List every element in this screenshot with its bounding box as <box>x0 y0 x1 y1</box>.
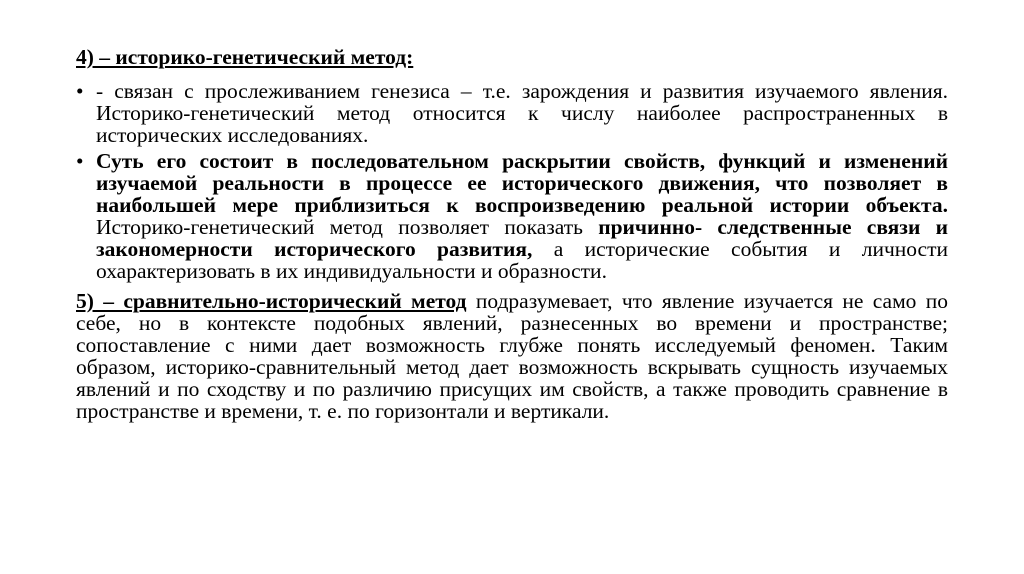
slide-content <box>76 46 948 422</box>
method4-heading: 4) – историко-генетический метод: <box>76 45 414 69</box>
method5-text: подразумевает, что явление изучается не само по себе, но в контексте подобных явлений, разнесенных во времени и пространстве; сопоставление с ними дает возможность глубже понять исследуемый феномен. Таким образом, историко-сравнительный метод дает возможность вскрывать сущность изучаемых явлений и по сходству и по различию присущих им свойств, а также проводить сравнение в пространстве и времени, т. е. по горизонтали и вертикали. <box>76 289 949 423</box>
bullet2-text: Историко-генетический метод позволяет показать <box>96 215 599 239</box>
bullet2-bold-text-2: причинно- следственные связи и закономерности исторического развития, <box>96 215 948 261</box>
method5-paragraph <box>76 290 948 422</box>
bullet2-text-2: а исторические события и личности охарактеризовать в их индивидуальности и образности. <box>96 237 948 283</box>
bullet1-text: - связан с прослеживанием генезиса – т.е. зарождения и развития изучаемого явления. Историко-генетический метод относится к числу наиболее распространенных в исторических исследованиях. <box>96 79 948 147</box>
bullet-list <box>76 80 948 282</box>
bullet-item-2 <box>76 150 948 282</box>
bullet2-bold-text: Суть его состоит в последовательном раскрытии свойств, функций и изменений изучаемой реальности в процессе ее исторического движения, что позволяет в наибольшей мере приблизиться к воспроизведению реальной истории объекта. <box>96 149 948 217</box>
method5-heading: 5) – сравнительно-исторический метод <box>76 289 467 313</box>
bullet-item-1 <box>76 80 948 146</box>
